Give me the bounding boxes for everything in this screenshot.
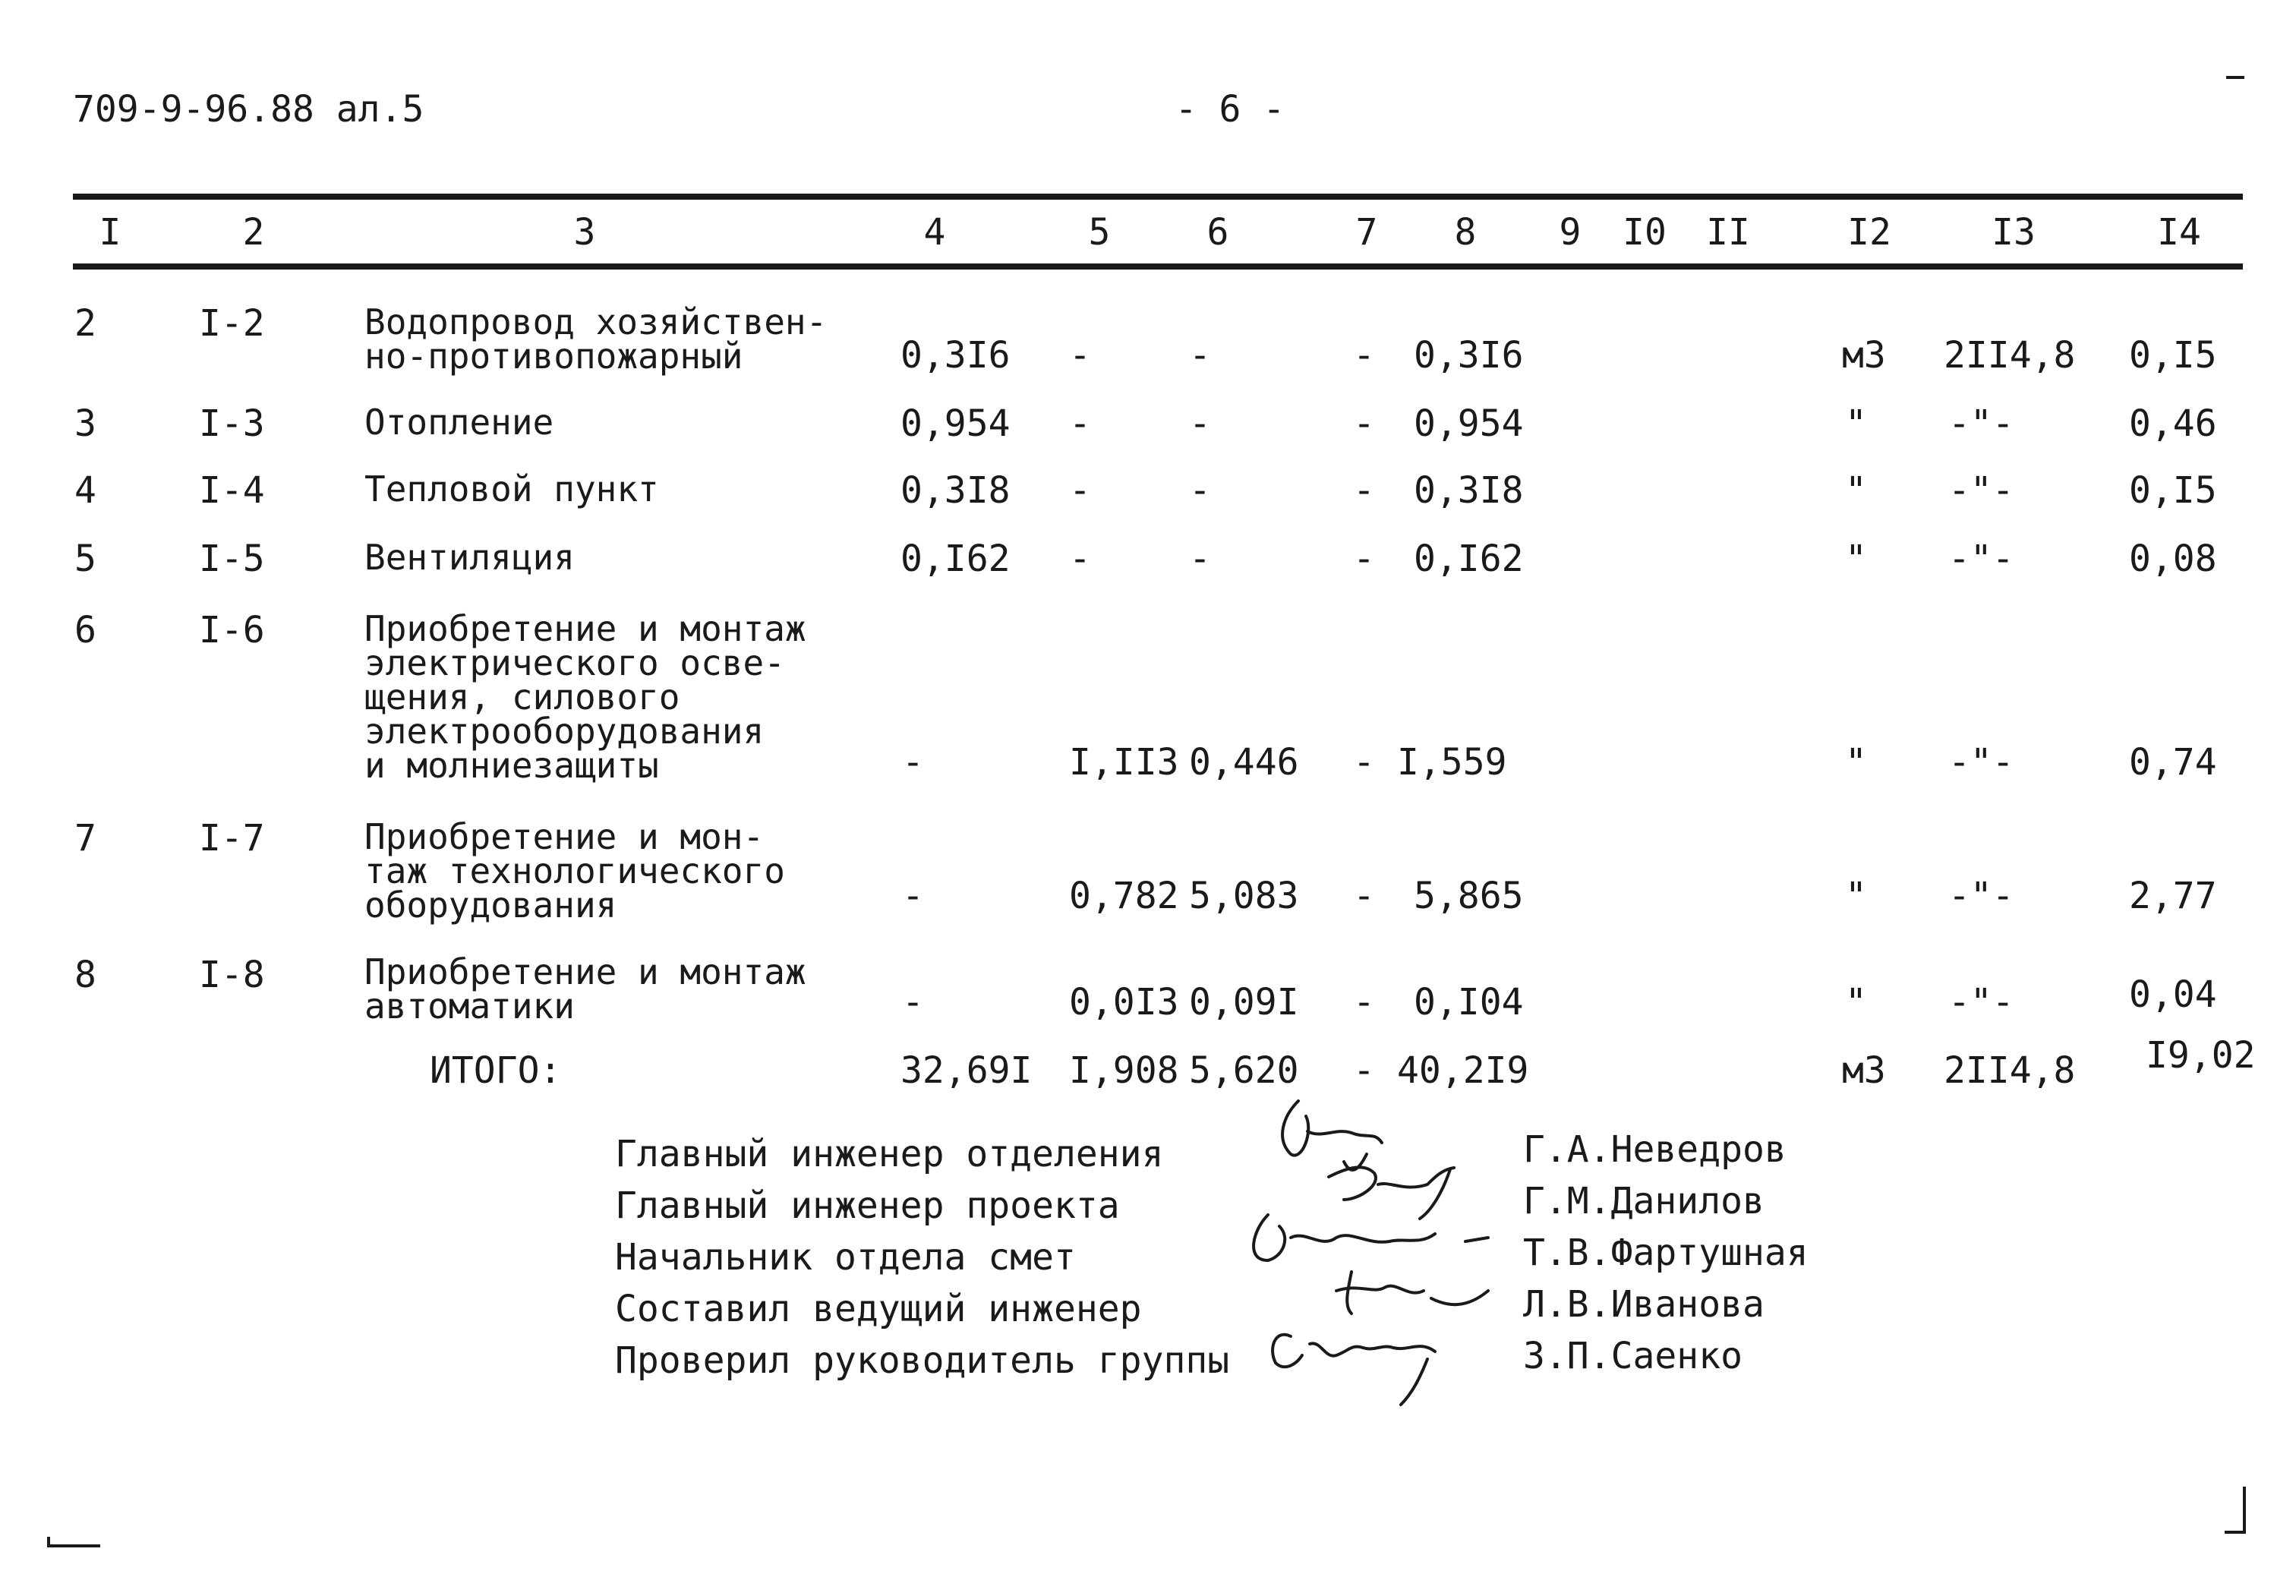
cell-col4: 0,I62 (900, 538, 1011, 580)
row-code: I-2 (199, 302, 265, 345)
cell-col6: - (1189, 334, 1211, 377)
cell-col6: - (1189, 402, 1211, 445)
cell-col4: - (902, 875, 924, 917)
row-name-line: и молниезащиты (364, 745, 659, 786)
signature-role: Составил ведущий инженер (615, 1288, 1142, 1330)
col-header-4: 4 (923, 211, 946, 254)
row-code: I-5 (199, 538, 265, 580)
cell-col8: 0,I62 (1414, 538, 1524, 580)
total-col5: I,908 (1069, 1049, 1179, 1092)
row-name-line: Тепловой пункт (364, 468, 659, 509)
cell-col13: -"- (1948, 875, 2014, 917)
cell-col5: - (1069, 334, 1091, 377)
cell-col12: " (1845, 741, 1867, 784)
row-name-line: Приобретение и монтаж (364, 608, 806, 649)
cell-col14: 0,I5 (2129, 469, 2217, 512)
col-header-10: I0 (1623, 211, 1667, 254)
cell-col14: 2,77 (2129, 875, 2217, 917)
col-header-14: I4 (2157, 211, 2201, 254)
cell-col12: м3 (1842, 334, 1886, 377)
cell-col5: I,II3 (1069, 741, 1179, 784)
cell-col8: 0,3I6 (1414, 334, 1524, 377)
row-number: 2 (74, 302, 96, 345)
cell-col13: -"- (1948, 469, 2014, 512)
cell-col12: " (1845, 469, 1867, 512)
cell-col7: - (1353, 981, 1375, 1024)
row-name-line: таж технологического (364, 850, 785, 891)
row-code: I-6 (199, 609, 265, 651)
corner-mark-bottom-left (47, 1544, 100, 1547)
table-header-rule (73, 263, 2243, 270)
row-number: 7 (74, 817, 96, 860)
total-col13: 2II4,8 (1944, 1049, 2076, 1092)
cell-col6: 0,09I (1189, 981, 1299, 1024)
cell-col13: -"- (1948, 981, 2014, 1024)
row-name-line: Вентиляция (364, 537, 575, 578)
row-code: I-7 (199, 817, 265, 860)
cell-col8: 0,954 (1414, 402, 1524, 445)
cell-col14: 0,08 (2129, 538, 2217, 580)
cell-col4: 0,954 (900, 402, 1011, 445)
signature-name: Т.В.Фартушная (1523, 1232, 1809, 1274)
cell-col8: 0,3I8 (1414, 469, 1524, 512)
page-number: - 6 - (1175, 88, 1285, 131)
cell-col7: - (1353, 741, 1375, 784)
row-name-line: электрооборудования (364, 711, 765, 752)
cell-col14: 0,74 (2129, 741, 2217, 784)
col-header-3: 3 (573, 211, 596, 254)
cell-col7: - (1353, 402, 1375, 445)
col-header-1: I (99, 211, 121, 254)
row-number: 4 (74, 469, 96, 512)
col-header-7: 7 (1355, 211, 1378, 254)
signature-name: Г.М.Данилов (1523, 1180, 1765, 1222)
row-name-line: Водопровод хозяйствен- (364, 301, 828, 342)
row-number: 8 (74, 954, 96, 996)
col-header-2: 2 (242, 211, 265, 254)
corner-mark-bottom-left-tick (47, 1537, 50, 1547)
cell-col6: 5,083 (1189, 875, 1299, 917)
row-number: 5 (74, 538, 96, 580)
corner-mark-bottom-right (2243, 1487, 2246, 1534)
cell-col13: 2II4,8 (1944, 334, 2076, 377)
row-name-line: Отопление (364, 402, 554, 443)
total-col14: I9,02 (2146, 1034, 2256, 1077)
cell-col6: - (1189, 538, 1211, 580)
cell-col13: -"- (1948, 402, 2014, 445)
total-col4: 32,69I (900, 1049, 1033, 1092)
cell-col12: " (1845, 875, 1867, 917)
signature-role: Начальник отдела смет (615, 1236, 1076, 1279)
cell-col8: 5,865 (1414, 875, 1524, 917)
cell-col4: 0,3I6 (900, 334, 1011, 377)
row-name-line: электрического осве- (364, 642, 785, 683)
cell-col7: - (1353, 334, 1375, 377)
cell-col7: - (1353, 875, 1375, 917)
cell-col4: 0,3I8 (900, 469, 1011, 512)
cell-col12: " (1845, 981, 1867, 1024)
cell-col13: -"- (1948, 741, 2014, 784)
cell-col14: 0,46 (2129, 402, 2217, 445)
row-name-line: Приобретение и мон- (364, 816, 765, 857)
signature-role: Проверил руководитель группы (615, 1339, 1230, 1382)
signature-role: Главный инженер отделения (615, 1133, 1164, 1175)
col-header-8: 8 (1454, 211, 1477, 254)
corner-mark-top-right (2226, 76, 2244, 79)
row-name-line: но-противопожарный (364, 336, 743, 377)
cell-col14: 0,I5 (2129, 334, 2217, 377)
row-name-line: Приобретение и монтаж (364, 951, 806, 992)
row-number: 3 (74, 402, 96, 445)
cell-col5: - (1069, 538, 1091, 580)
cell-col4: - (902, 981, 924, 1024)
total-col6: 5,620 (1189, 1049, 1299, 1092)
total-col8: 40,2I9 (1397, 1049, 1529, 1092)
row-number: 6 (74, 609, 96, 651)
cell-col7: - (1353, 469, 1375, 512)
row-name-line: оборудования (364, 885, 617, 926)
cell-col12: " (1845, 538, 1867, 580)
signature-role: Главный инженер проекта (615, 1184, 1120, 1227)
col-header-5: 5 (1088, 211, 1111, 254)
cell-col7: - (1353, 538, 1375, 580)
col-header-13: I3 (1992, 211, 2036, 254)
cell-col5: 0,0I3 (1069, 981, 1179, 1024)
table-top-rule (73, 194, 2243, 200)
cell-col8: I,559 (1397, 741, 1507, 784)
total-label: ИТОГО: (430, 1049, 562, 1092)
signature-name: Л.В.Иванова (1523, 1283, 1765, 1326)
corner-mark-bottom-right-foot (2225, 1531, 2246, 1534)
document-code: 709-9-96.88 ал.5 (73, 88, 424, 131)
total-col12: м3 (1842, 1049, 1886, 1092)
row-code: I-4 (199, 469, 265, 512)
row-name-line: щения, силового (364, 677, 680, 718)
cell-col5: - (1069, 402, 1091, 445)
cell-col13: -"- (1948, 538, 2014, 580)
row-code: I-3 (199, 402, 265, 445)
cell-col12: " (1845, 402, 1867, 445)
cell-col5: - (1069, 469, 1091, 512)
col-header-9: 9 (1559, 211, 1582, 254)
cell-col4: - (902, 741, 924, 784)
cell-col6: 0,446 (1189, 741, 1299, 784)
row-code: I-8 (199, 954, 265, 996)
cell-col6: - (1189, 469, 1211, 512)
cell-col5: 0,782 (1069, 875, 1179, 917)
signature-name: З.П.Саенко (1523, 1335, 1742, 1377)
total-col7: - (1353, 1049, 1375, 1092)
row-name-line: автоматики (364, 986, 575, 1027)
col-header-11: II (1706, 211, 1750, 254)
handwritten-signatures (1238, 1086, 1526, 1412)
signature-name: Г.А.Неведров (1523, 1128, 1787, 1171)
col-header-12: I2 (1847, 211, 1891, 254)
cell-col8: 0,I04 (1414, 981, 1524, 1024)
col-header-6: 6 (1206, 211, 1229, 254)
cell-col14: 0,04 (2129, 973, 2217, 1016)
